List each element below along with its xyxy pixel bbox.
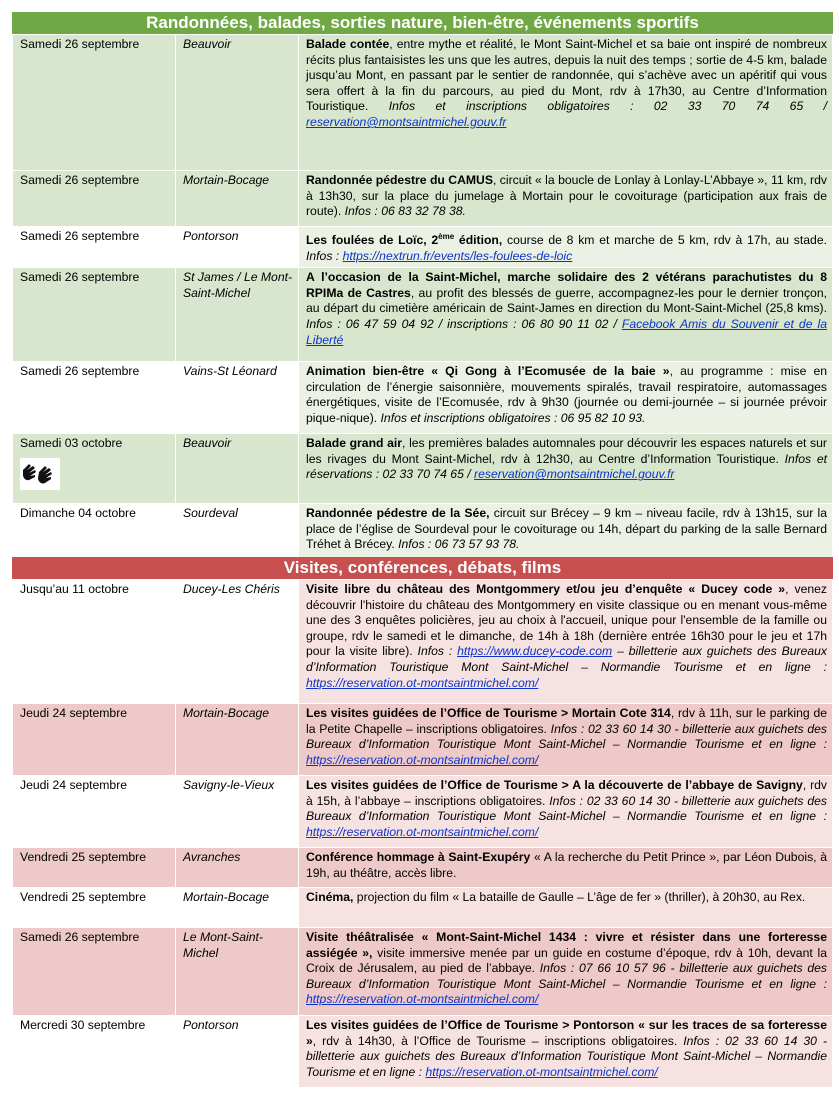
event-place: Ducey-Les Chéris xyxy=(176,580,299,704)
event-text: , rdv à 11h, sur le parking de la Petite Chapelle – inscriptions obligatoires. xyxy=(306,706,828,736)
event-info: Infos et réservations : 02 33 70 74 65 / xyxy=(306,451,827,482)
event-info: Infos : 02 33 60 14 30 - billetterie aux guichets des Bureaux d’Information Touristique Mont Saint-Michel – Normandie Tourisme et en ligne : xyxy=(306,721,827,752)
event-place: Beauvoir xyxy=(176,35,299,171)
table-row xyxy=(13,580,833,704)
event-info: Infos : xyxy=(412,644,458,659)
table-row xyxy=(13,848,833,888)
table-row xyxy=(13,171,833,227)
event-date: Samedi 26 septembre xyxy=(13,362,176,434)
event-text: course de 8 km et marche de 5 km, rdv à 17h, au stade. xyxy=(502,233,828,248)
event-description xyxy=(299,1016,833,1088)
event-description xyxy=(299,35,833,171)
event-title-sup: ème xyxy=(438,232,455,241)
event-date: Jusqu’au 11 octobre xyxy=(13,580,176,704)
event-date: Samedi 26 septembre xyxy=(13,35,176,171)
table-row xyxy=(13,1016,833,1088)
event-description xyxy=(299,268,833,362)
table-row xyxy=(13,362,833,434)
event-title: Les visites guidées de l’Office de Tourisme > A la découverte de l’abbaye de Savigny xyxy=(306,778,803,792)
event-title: Cinéma, xyxy=(306,890,354,904)
event-text: , entre mythe et réalité, le Mont Saint-Michel et sa baie ont inspiré de nombreux récits plus fantaisistes les uns que les autres, depuis la nuit des temps ; sortie de 4-5 km, balade jusqu’au Mont, en passant par le sentier de randonnée, qui s’achève avec un apéritif qui vous sera offert à la fin du parcours, au pied du Mont, rdv à 17h30, au Centre d’Information Touristique. xyxy=(306,37,828,114)
table-row xyxy=(13,704,833,776)
event-title: Balade grand air xyxy=(306,436,403,451)
event-title: Les visites guidées de l’Office de Tourisme > Mortain Cote 314 xyxy=(306,706,671,720)
event-title: Randonnée pédestre de la Sée, xyxy=(306,506,490,521)
event-info: Infos : 06 83 32 78 38. xyxy=(341,204,466,219)
event-title: Balade contée xyxy=(306,37,390,51)
event-link[interactable]: https://www.ducey-code.com xyxy=(457,644,613,659)
event-title: Les foulées de Loïc, 2 xyxy=(306,233,439,248)
event-text: , les premières balades automnales pour découvrir les espaces naturels et sur les rivages du Mont Saint-Michel, rdv à 12h30, au Centre d’Information Touristique. xyxy=(306,436,827,466)
event-place: Avranches xyxy=(176,848,299,888)
event-info: Infos : xyxy=(306,248,343,263)
sign-language-hands-icon xyxy=(20,458,60,490)
table-row xyxy=(13,776,833,848)
section-visits xyxy=(12,557,833,1088)
event-description xyxy=(299,928,833,1016)
event-info-2: – billetterie aux guichets des Bureaux d’Information Touristique Mont Saint-Michel – Normandie Tourisme et en ligne : xyxy=(306,644,828,674)
event-date: Vendredi 25 septembre xyxy=(13,848,176,888)
event-date: Dimanche 04 octobre xyxy=(13,504,176,560)
event-date-cell xyxy=(13,434,176,504)
event-description xyxy=(299,362,833,434)
event-place: Vains-St Léonard xyxy=(176,362,299,434)
event-info: Infos : 02 33 60 14 30 - billetterie aux guichets des Bureaux d’Information Touristique Mont Saint-Michel – Normandie Tourisme et en ligne : xyxy=(306,793,828,824)
event-place: Savigny-le-Vieux xyxy=(176,776,299,848)
event-text: , rdv à 14h30, à l’Office de Tourisme – inscriptions obligatoires. xyxy=(312,1033,678,1048)
table-row xyxy=(13,227,833,268)
event-text: « A la recherche du Petit Prince », par Léon Dubois, à 19h, au théâtre, accès libre. xyxy=(306,850,827,880)
event-link[interactable]: reservation@montsaintmichel.gouv.fr xyxy=(474,467,675,482)
event-text: , au programme : mise en circulation de l’énergie saisonnière, mouvements spiralés, travail respiratoire, automassages énergétiques, visite de l’Ecomusée, rdv à 9h30 (journée ou demi-journée – si journée prévoir pique-nique). xyxy=(306,364,827,426)
event-text: circuit sur Brécey – 9 km – niveau facile, rdv à 13h15, sur la place de l’église de Sourdeval pour le covoiturage ou 14h, départ du parking de la salle Bernard Tréhet à Brécey. xyxy=(306,506,827,552)
event-date: Vendredi 25 septembre xyxy=(13,888,176,928)
event-date: Mercredi 30 septembre xyxy=(13,1016,176,1088)
table-row xyxy=(13,434,833,504)
event-date: Samedi 26 septembre xyxy=(13,227,176,268)
event-info: Infos et inscriptions obligatoires : 02 33 70 74 65 / xyxy=(368,99,827,114)
event-info: Infos : 06 73 57 93 78. xyxy=(394,537,520,552)
table-row xyxy=(13,928,833,1016)
event-text: , circuit « la boucle de Lonlay à Lonlay-L’Abbaye », 11 km, rdv à 13h30, sur la place du jumelage à Mortain pour le covoiturage (participation aux frais de route). xyxy=(306,173,827,219)
event-date: Samedi 03 octobre xyxy=(20,436,123,451)
event-info: Infos : 07 66 10 57 96 - billetterie aux guichets des Bureaux d’Information Touristique Mont Saint-Michel – Normandie Tourisme et en ligne : xyxy=(306,961,828,991)
event-place: Mortain-Bocage xyxy=(176,888,299,928)
event-title-end: édition, xyxy=(454,233,503,248)
event-description xyxy=(299,580,833,704)
table-row xyxy=(13,888,833,928)
event-info: Infos et inscriptions obligatoires : 06 95 82 10 93. xyxy=(377,411,646,426)
events-table xyxy=(12,34,833,560)
section-nature xyxy=(12,12,833,560)
event-text: , rdv à 15h, à l’abbaye – inscriptions obligatoires. xyxy=(306,778,827,808)
event-description xyxy=(299,227,833,268)
event-description xyxy=(299,848,833,888)
table-row xyxy=(13,35,833,171)
event-date: Jeudi 24 septembre xyxy=(13,704,176,776)
event-description xyxy=(299,776,833,848)
event-info: Infos : 02 33 60 14 30 - billetterie aux guichets des Bureaux d’Information Touristique Mont Saint-Michel – Normandie Tourisme et en ligne : xyxy=(306,1033,827,1079)
event-date: Samedi 26 septembre xyxy=(13,928,176,1016)
event-text: , au profit des blessés de guerre, accompagnez-les pour le dernier tronçon, au départ du cimetière américain de Saint-James en direction du Mont-Saint-Michel (25,8 kms). xyxy=(306,285,827,316)
event-place: Mortain-Bocage xyxy=(176,171,299,227)
event-link[interactable]: https://reservation.ot-montsaintmichel.com/ xyxy=(306,752,539,767)
event-info: Infos : 06 47 59 04 92 / inscriptions : 06 80 90 11 02 / xyxy=(306,317,622,332)
event-link[interactable]: reservation@montsaintmichel.gouv.fr xyxy=(306,114,507,129)
section-title: Visites, conférences, débats, films xyxy=(12,557,833,579)
event-place: Sourdeval xyxy=(176,504,299,560)
event-link[interactable]: https://reservation.ot-montsaintmichel.com/ xyxy=(425,1064,658,1079)
event-link[interactable]: Facebook Amis du Souvenir et de la Liberté xyxy=(306,317,827,347)
event-link[interactable]: https://reservation.ot-montsaintmichel.com/ xyxy=(306,992,539,1007)
event-description xyxy=(299,434,833,504)
event-place: Le Mont-Saint-Michel xyxy=(176,928,299,1016)
events-table xyxy=(12,579,833,1088)
event-link[interactable]: https://nextrun.fr/events/les-foulees-de-loic xyxy=(342,248,573,263)
event-link[interactable]: https://reservation.ot-montsaintmichel.com/ xyxy=(306,824,539,839)
event-text: , venez découvrir l'histoire du château des Montgommery en visite classique ou en menant vous-même une des 3 enquêtes policières, jeu au choix à l'accueil, unique pour l'ensemble de la famille ou groupe, rdv le samedi et le dimanche, de 14h à 18h (dernière entrée 16h30 pour le jeu et 17h pour la visite libre). xyxy=(306,582,827,659)
event-description xyxy=(299,888,833,928)
event-place: Beauvoir xyxy=(176,434,299,504)
event-place: Mortain-Bocage xyxy=(176,704,299,776)
event-place: St James / Le Mont-Saint-Michel xyxy=(176,268,299,362)
event-description xyxy=(299,171,833,227)
event-description xyxy=(299,504,833,560)
event-place: Pontorson xyxy=(176,227,299,268)
table-row xyxy=(13,268,833,362)
event-text: visite immersive menée par un guide en costume d’époque, rdv à 10h, devant la Croix de Jérusalem, au pied de l’abbaye. xyxy=(306,945,827,976)
event-title: Randonnée pédestre du CAMUS xyxy=(306,173,493,187)
event-link-2[interactable]: https://reservation.ot-montsaintmichel.com/ xyxy=(306,675,539,690)
table-row xyxy=(13,504,833,560)
event-title: Conférence hommage à Saint-Exupéry xyxy=(306,850,531,864)
event-title: Visite libre du château des Montgommery et/ou jeu d’enquête « Ducey code » xyxy=(306,582,786,596)
event-title: Les visites guidées de l’Office de Tourisme > Pontorson « sur les traces de sa forteresse » xyxy=(306,1018,827,1048)
section-title: Randonnées, balades, sorties nature, bien-être, événements sportifs xyxy=(12,12,833,34)
event-text: projection du film « La bataille de Gaulle – L’âge de fer » (thriller), à 20h30, au Rex. xyxy=(353,890,806,904)
event-date: Samedi 26 septembre xyxy=(13,268,176,362)
event-description xyxy=(299,704,833,776)
event-date: Jeudi 24 septembre xyxy=(13,776,176,848)
event-title: Visite théâtralisée « Mont-Saint-Michel 1434 : vivre et résister dans une forteresse assiégée », xyxy=(306,930,827,960)
event-title: A l’occasion de la Saint-Michel, marche solidaire des 2 vétérans parachutistes du 8 RPIMa de Castres xyxy=(306,270,827,300)
event-place: Pontorson xyxy=(176,1016,299,1088)
event-title: Animation bien-être « Qi Gong à l’Ecomusée de la baie » xyxy=(306,364,670,379)
event-date: Samedi 26 septembre xyxy=(13,171,176,227)
